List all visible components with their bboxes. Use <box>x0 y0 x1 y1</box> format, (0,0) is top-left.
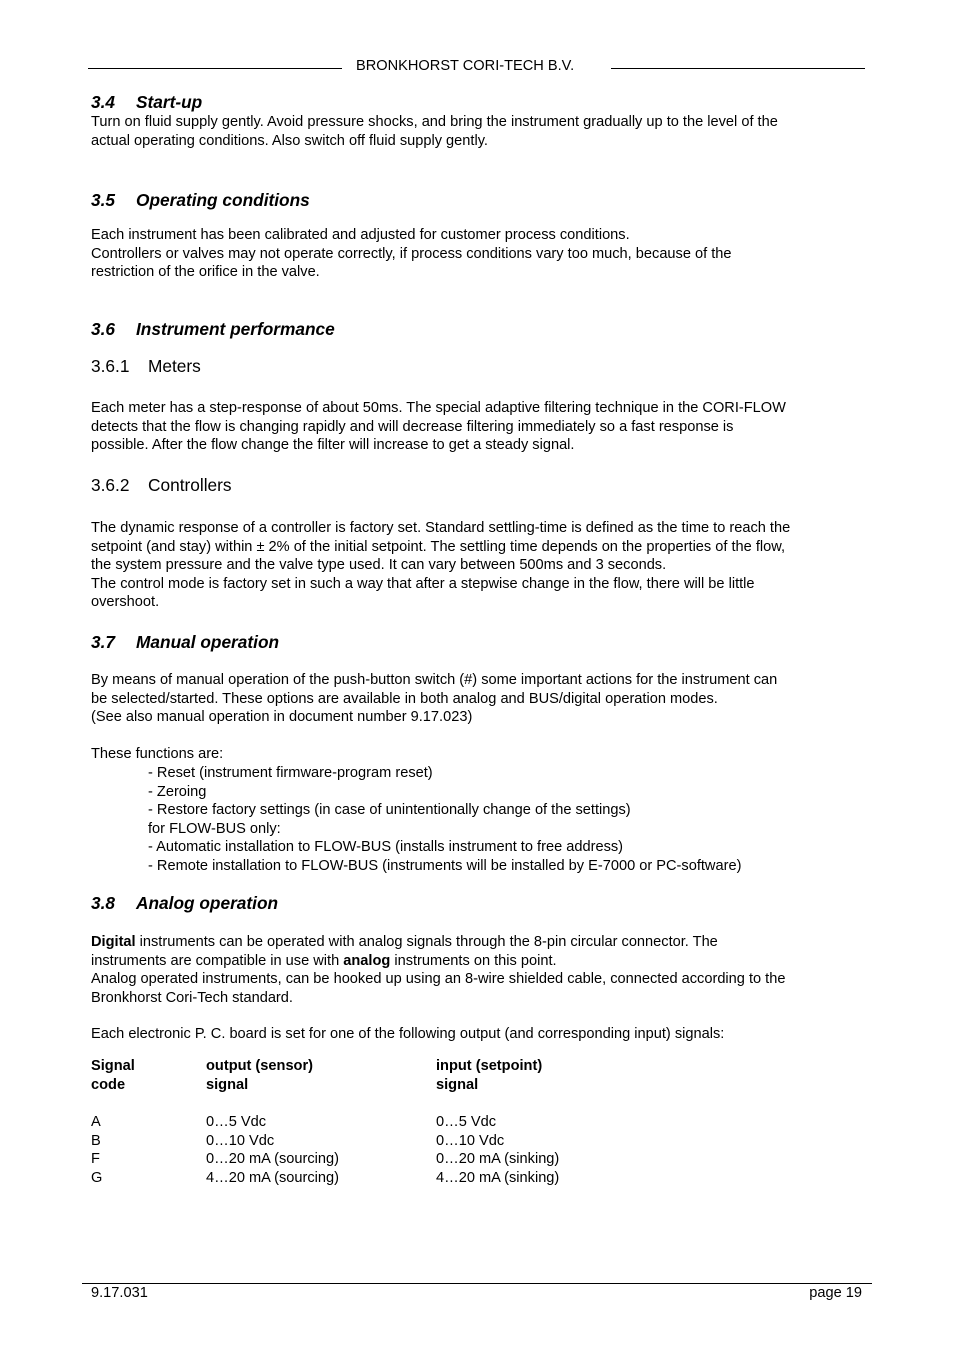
paragraph-controllers: The dynamic response of a controller is factory set. Standard settling-time is defined as the time to reach the setpoint (and stay) within ± 2% of the initial setpoint. The settling time depends on the properties of the flow, the system pressure and the valve type used. It can vary between 500ms and 3 seconds. The control mode is factory set in such a way that after a stepwise change in the flow, there will be little overshoot. <box>91 520 791 610</box>
heading-3-5: 3.5 Operating conditions <box>91 190 310 210</box>
heading-3-7: 3.7 Manual operation <box>91 632 280 652</box>
table-cell: 0…10 Vdc <box>436 1132 505 1149</box>
functions-intro: These functions are: <box>91 746 224 762</box>
paragraph-board-signals: Each electronic P. C. board is set for one of the following output (and corresponding input) signals: <box>91 1026 725 1042</box>
header-rule-left <box>88 68 342 69</box>
table-cell: B <box>91 1132 101 1149</box>
table-col-output <box>206 1113 339 1187</box>
list-item: - Reset (instrument firmware-program reset) <box>148 765 433 781</box>
paragraph-startup: Turn on fluid supply gently. Avoid pressure shocks, and bring the instrument gradually up to the level of the actual operating conditions. Also switch off fluid supply gently. <box>91 114 778 149</box>
table-cell: 4…20 mA (sourcing) <box>206 1169 340 1186</box>
table-cell: 4…20 mA (sinking) <box>436 1169 560 1186</box>
heading-3-6-1: 3.6.1 Meters <box>91 356 201 376</box>
heading-3-6-2: 3.6.2 Controllers <box>91 475 232 495</box>
table-cell: F <box>91 1151 100 1167</box>
table-col-input <box>436 1113 559 1187</box>
paragraph-meters: Each meter has a step-response of about 50ms. The special adaptive filtering technique in the CORI-FLOW detects that the flow is changing rapidly and will decrease filtering immediately so a fast response is possible. After the flow change the filter will increase to get a steady signal. <box>91 400 786 453</box>
heading-3-8: 3.8 Analog operation <box>91 893 279 913</box>
table-cell: 0…20 mA (sourcing) <box>206 1151 340 1167</box>
heading-3-4: 3.4 Start-up <box>91 92 203 112</box>
functions-list <box>148 764 741 875</box>
paragraph-manual-operation: By means of manual operation of the push-button switch (#) some important actions for the instrument can be selected/started. These options are available in both analog and BUS/digital operation modes. (See also manual operation in document number 9.17.023) <box>91 672 778 725</box>
list-item: - Remote installation to FLOW-BUS (instruments will be installed by E-7000 or PC-software) <box>148 857 742 874</box>
table-header-output: output (sensor) signal <box>206 1058 314 1093</box>
table-cell: G <box>91 1169 103 1186</box>
table-cell: A <box>91 1114 101 1130</box>
list-item: - Zeroing <box>148 783 207 800</box>
list-item: - Restore factory settings (in case of unintentionally change of the settings) <box>148 802 631 818</box>
table-cell: 0…5 Vdc <box>436 1114 497 1130</box>
footer-doc-number: 9.17.031 <box>91 1285 148 1301</box>
table-cell: 0…20 mA (sinking) <box>436 1151 560 1167</box>
list-item: for FLOW-BUS only: <box>148 820 281 837</box>
list-item: - Automatic installation to FLOW-BUS (installs instrument to free address) <box>148 839 624 855</box>
heading-3-6: 3.6 Instrument performance <box>91 319 335 339</box>
table-col-code <box>91 1113 102 1187</box>
header-rule-right <box>611 68 865 69</box>
table-header-signal-code: Signal code <box>91 1058 135 1093</box>
paragraph-analog-operation: Digital instruments can be operated with analog signals through the 8-pin circular connector. The instruments are compatible in use with analog instruments on this point. Analog operated instruments, can be hooked up using an 8-wire shielded cable, connected according to the Bronkhorst Cori-Tech standard. <box>91 934 786 1006</box>
header-company: BRONKHORST CORI-TECH B.V. <box>356 58 575 74</box>
footer-page-number: page 19 <box>809 1285 862 1301</box>
table-header-input: input (setpoint) signal <box>436 1058 543 1093</box>
footer-rule <box>82 1283 872 1284</box>
paragraph-operating-conditions: Each instrument has been calibrated and adjusted for customer process conditions. Controllers or valves may not operate correctly, if process conditions vary too much, because of the restriction of the orifice in the valve. <box>91 227 732 280</box>
table-cell: 0…5 Vdc <box>206 1114 267 1130</box>
table-cell: 0…10 Vdc <box>206 1132 275 1149</box>
